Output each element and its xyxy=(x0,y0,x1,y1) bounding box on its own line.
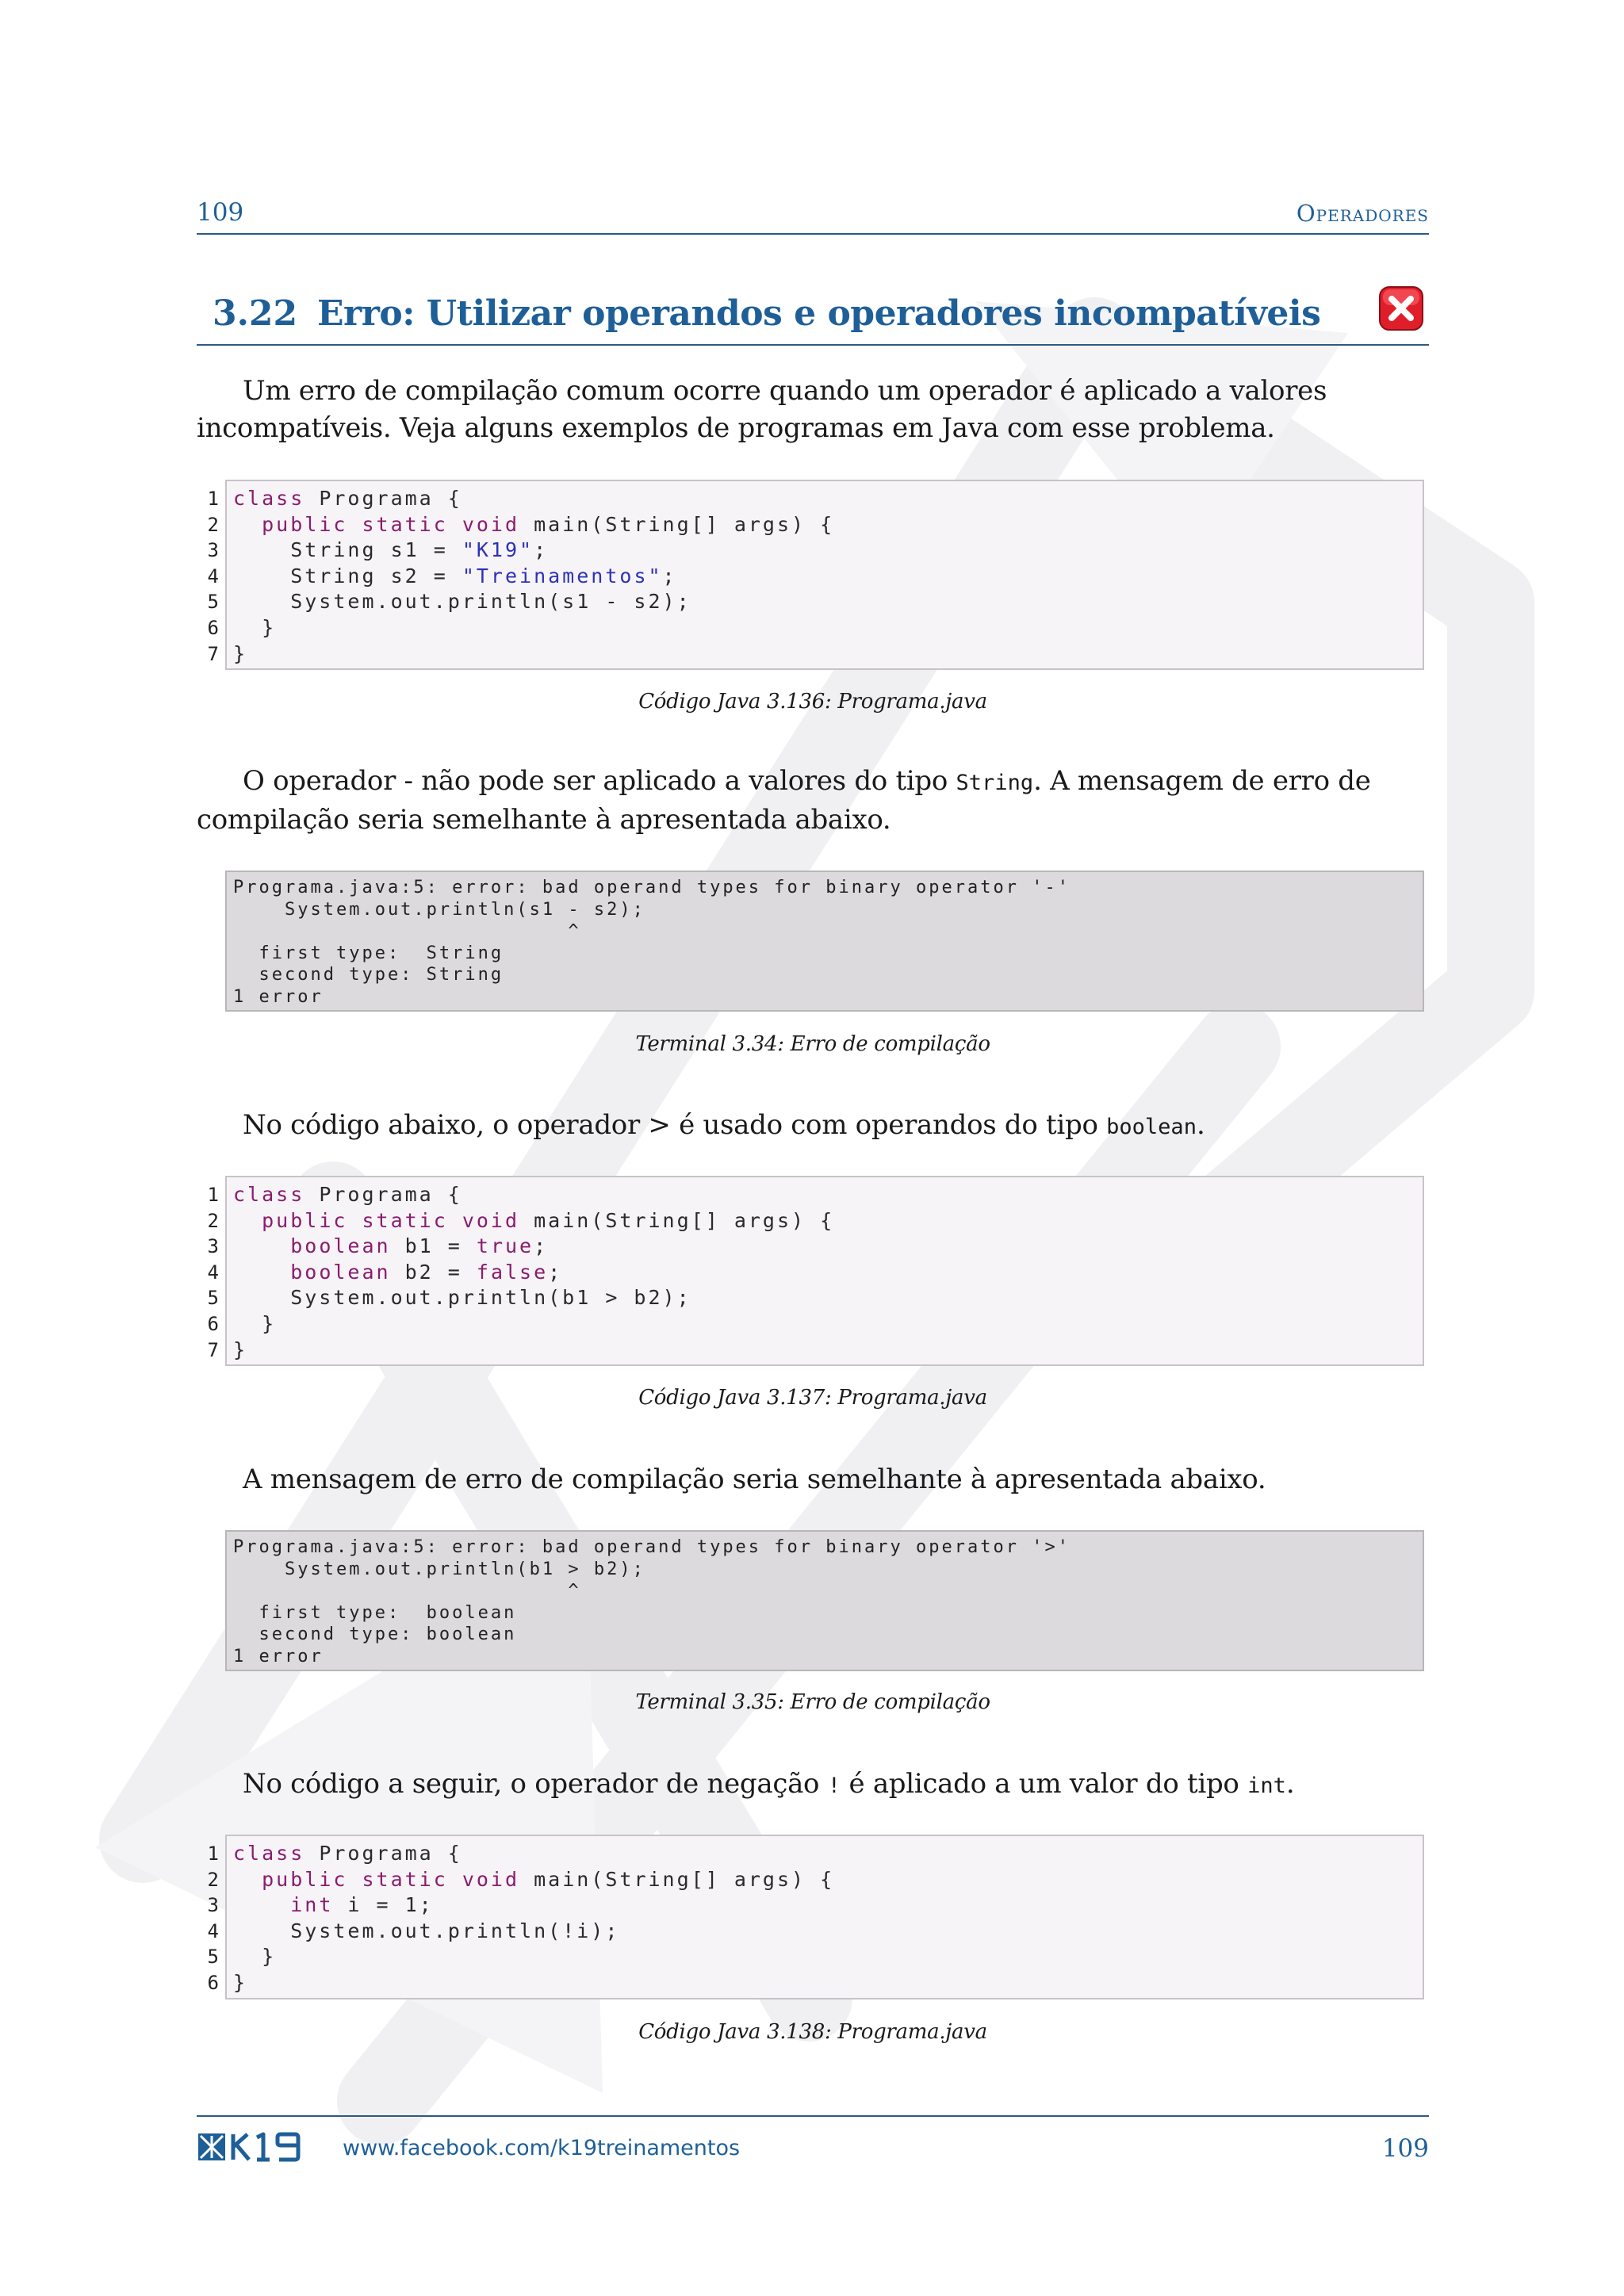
code-line xyxy=(233,1919,1423,1945)
terminal-line: Programa.java:5: error: bad operand types for binary operator '-' xyxy=(233,878,1071,897)
terminal-line: Programa.java:5: error: bad operand types for binary operator '>' xyxy=(233,1537,1071,1557)
line-numbers xyxy=(197,1841,219,1996)
k19-logo-mark xyxy=(198,2133,225,2160)
code-keyword: class xyxy=(233,1183,305,1206)
code-box xyxy=(225,480,1424,670)
terminal-line: System.out.println(b1 > b2); xyxy=(233,1559,645,1579)
line-number: 3 xyxy=(207,1894,219,1917)
code-line xyxy=(233,1337,1423,1364)
terminal-output-1 xyxy=(225,871,1424,1012)
code-text: } xyxy=(233,641,248,665)
code-keyword: true xyxy=(476,1234,534,1258)
paragraph-intro: Um erro de compilação comum ocorre quando um operador é aplicado a valores incompatíveis. Veja alguns exemplos de programas em Java com esse problema. xyxy=(197,375,1327,444)
code-text: String s1 = xyxy=(233,538,462,562)
code-keyword: public static void xyxy=(262,512,520,536)
section-heading xyxy=(197,287,1429,346)
code-keyword: false xyxy=(476,1260,549,1284)
code-keyword: boolean xyxy=(290,1260,391,1284)
code-keyword: public static void xyxy=(262,1208,520,1232)
line-number: 6 xyxy=(207,616,219,639)
code-text: } xyxy=(233,1311,277,1335)
terminal-line: first type: String xyxy=(233,943,504,963)
inline-code-boolean: boolean xyxy=(1106,1115,1197,1139)
code-line xyxy=(233,641,1423,668)
code-listing-1 xyxy=(197,480,1429,670)
terminal-line: System.out.println(s1 - s2); xyxy=(233,899,645,920)
paragraph-operator-greater xyxy=(197,1107,1429,1146)
error-x-icon xyxy=(1378,285,1424,331)
code-keyword: boolean xyxy=(290,1234,391,1258)
line-number: 5 xyxy=(207,591,219,614)
code-text: System.out.println(!i); xyxy=(233,1919,620,1942)
code-text: ; xyxy=(662,564,677,587)
k19-logo-wordmark xyxy=(233,2134,298,2160)
code-text: b1 = xyxy=(390,1234,477,1258)
para5-text-before: No código a seguir, o operador de negação xyxy=(243,1768,828,1800)
terminal-line: 1 error xyxy=(233,986,324,1007)
line-number: 5 xyxy=(207,1287,219,1310)
code-line xyxy=(233,1285,1423,1311)
terminal-line: 1 error xyxy=(233,1646,324,1667)
code-line xyxy=(233,1311,1423,1337)
code-text: Programa { xyxy=(304,1183,462,1206)
terminal-caption-1: Terminal 3.34: Erro de compilação xyxy=(635,1032,990,1056)
code-string: "Treinamentos" xyxy=(462,564,663,587)
section-title: Erro: Utilizar operandos e operadores incompatíveis xyxy=(317,293,1321,334)
line-number: 3 xyxy=(207,539,219,562)
code-text: main(String[] args) { xyxy=(519,1867,835,1891)
code-line xyxy=(233,615,1423,641)
paragraph-error-message: A mensagem de erro de compilação seria semelhante à apresentada abaixo. xyxy=(243,1464,1266,1495)
code-line xyxy=(233,1182,1423,1208)
code-caption-2: Código Java 3.137: Programa.java xyxy=(638,1386,987,1410)
terminal-line: second type: String xyxy=(233,965,504,985)
code-keyword: class xyxy=(233,1842,305,1865)
code-text xyxy=(233,1234,290,1257)
footer-url-link[interactable]: www.facebook.com/k19treinamentos xyxy=(343,2136,741,2160)
header-chapter-title: Operadores xyxy=(1296,200,1429,227)
line-numbers xyxy=(197,1182,219,1363)
code-keyword: public static void xyxy=(262,1867,520,1891)
code-line xyxy=(233,564,1423,590)
inline-code-int: int xyxy=(1247,1774,1286,1798)
code-text: } xyxy=(233,1970,248,1994)
page-footer xyxy=(197,2115,1429,2172)
line-number: 1 xyxy=(207,1843,219,1865)
code-line xyxy=(233,538,1423,564)
code-line xyxy=(233,1841,1423,1867)
code-line xyxy=(233,589,1423,615)
code-line xyxy=(233,1234,1423,1260)
line-number: 2 xyxy=(207,1868,219,1891)
line-number: 6 xyxy=(207,1312,219,1335)
line-number: 7 xyxy=(207,642,219,665)
para2-text-before: O operador - não pode ser aplicado a valores do tipo xyxy=(243,765,956,797)
line-number: 4 xyxy=(207,1919,219,1942)
terminal-line: ^ xyxy=(233,1581,581,1601)
inline-code-string: String xyxy=(956,771,1034,795)
code-text: b2 = xyxy=(390,1260,477,1284)
code-text: main(String[] args) { xyxy=(519,1208,835,1232)
code-text: } xyxy=(233,615,277,639)
line-number: 7 xyxy=(207,1338,219,1361)
terminal-line: ^ xyxy=(233,921,581,942)
line-number: 2 xyxy=(207,513,219,536)
para3-text-after: . xyxy=(1196,1109,1205,1141)
code-text: i = 1; xyxy=(333,1893,434,1917)
header-page-number: 109 xyxy=(197,198,244,227)
line-numbers xyxy=(197,486,219,667)
code-listing-3 xyxy=(197,1835,1429,1999)
para5-text-after: . xyxy=(1285,1768,1295,1800)
para5-text-mid: é aplicado a um valor do tipo xyxy=(841,1768,1248,1800)
code-line xyxy=(233,512,1423,538)
code-text xyxy=(233,1868,262,1891)
line-number: 4 xyxy=(207,1261,219,1284)
line-number: 5 xyxy=(207,1946,219,1969)
line-number: 1 xyxy=(207,1184,219,1206)
code-text xyxy=(233,1261,290,1284)
code-keyword: int xyxy=(290,1893,334,1917)
code-text: } xyxy=(233,1337,248,1361)
terminal-line: second type: boolean xyxy=(233,1624,517,1645)
terminal-caption-2: Terminal 3.35: Erro de compilação xyxy=(635,1690,990,1714)
terminal-output-2 xyxy=(225,1530,1424,1671)
code-text: ; xyxy=(548,1260,563,1284)
code-keyword: class xyxy=(233,487,305,510)
code-listing-2 xyxy=(197,1176,1429,1366)
k19-logo xyxy=(197,2131,320,2163)
paragraph-operator-negation xyxy=(197,1766,1429,1804)
code-line xyxy=(233,1970,1423,1996)
code-line xyxy=(233,486,1423,512)
code-line xyxy=(233,1867,1423,1893)
code-text: Programa { xyxy=(304,1842,462,1865)
section-number: 3.22 xyxy=(213,293,298,334)
code-line xyxy=(233,1944,1423,1970)
code-line xyxy=(233,1208,1423,1234)
code-string: "K19" xyxy=(462,538,534,562)
code-text xyxy=(233,1893,290,1916)
line-number: 1 xyxy=(207,488,219,510)
code-text: String s2 = xyxy=(233,564,462,587)
terminal-line: first type: boolean xyxy=(233,1602,517,1623)
running-header xyxy=(197,197,1429,235)
code-line xyxy=(233,1892,1423,1919)
para2-text-after: . A mensagem de erro de compilação seria semelhante à apresentada abaixo. xyxy=(197,765,1371,836)
code-text xyxy=(233,1209,262,1232)
code-text: System.out.println(b1 > b2); xyxy=(233,1286,691,1310)
code-box xyxy=(225,1835,1424,1999)
para3-text-before: No código abaixo, o operador > é usado com operandos do tipo xyxy=(243,1109,1107,1141)
code-text: ; xyxy=(534,1234,549,1258)
code-text: main(String[] args) { xyxy=(519,512,835,536)
paragraph-operator-minus xyxy=(197,763,1429,839)
inline-code-not: ! xyxy=(827,1774,841,1798)
footer-page-number: 109 xyxy=(1381,2134,1429,2163)
code-text: } xyxy=(233,1945,277,1969)
code-text: System.out.println(s1 - s2); xyxy=(233,590,691,614)
code-text: Programa { xyxy=(304,487,462,510)
code-text xyxy=(233,513,262,536)
code-text: ; xyxy=(534,538,549,562)
code-caption-3: Código Java 3.138: Programa.java xyxy=(638,2020,987,2044)
line-number: 4 xyxy=(207,564,219,587)
code-box xyxy=(225,1176,1424,1366)
line-number: 2 xyxy=(207,1209,219,1232)
line-number: 6 xyxy=(207,1971,219,1994)
code-line xyxy=(233,1260,1423,1286)
line-number: 3 xyxy=(207,1235,219,1258)
code-caption-1: Código Java 3.136: Programa.java xyxy=(638,690,987,714)
